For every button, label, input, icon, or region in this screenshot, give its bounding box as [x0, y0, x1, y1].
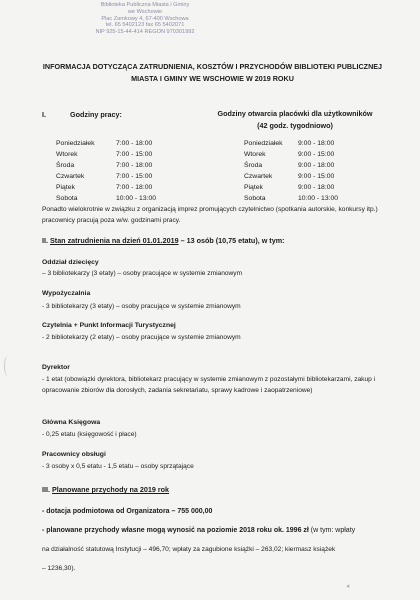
table-row	[244, 161, 378, 172]
time-cell: 10:00 - 13:00	[298, 194, 339, 202]
table-row	[244, 139, 378, 150]
time-cell: 9:00 - 18:00	[298, 140, 335, 147]
staffing-total: – 13 osób (10,75 etatu), w tym:	[178, 236, 285, 245]
day-cell: Czwartek	[56, 172, 85, 180]
group-line: - 2 bibliotekarzy (2 etaty) – osoby pracujące w systemie zmianowym	[42, 334, 241, 341]
time-cell: 10:00 - 13:00	[116, 194, 157, 202]
section-1-label: Godziny pracy:	[70, 110, 122, 119]
stamp-line-3: Plac Zamkowy 4, 67-400 Wschowa	[101, 15, 189, 22]
accountant-title: Główna Księgowa	[42, 419, 101, 426]
time-cell: 9:00 - 18:00	[298, 161, 335, 169]
time-cell: 9:00 - 18:00	[298, 183, 335, 191]
opening-hours-table	[244, 139, 378, 204]
table-row	[56, 194, 196, 205]
table-row	[244, 183, 378, 194]
page-mark: ✳	[346, 584, 351, 590]
own-revenue-breakdown-end: – 1236,30).	[42, 565, 76, 572]
group-title: Oddział dziecięcy	[42, 259, 99, 266]
table-row	[56, 161, 196, 172]
overtime-note: Ponadto wielokrotnie w związku z organizacją imprez promujących czytelnictwo (spotkania autorskie, konkursy itp.) pracownicy pracują poza w/w. godzinami pracy.	[42, 206, 378, 224]
group-title: Wypożyczalnia	[42, 290, 91, 297]
section-1-heading	[42, 110, 122, 119]
document-title: INFORMACJA DOTYCZĄCA ZATRUDNIENIA, KOSZTÓW I PRZYCHODÓW BIBLIOTEKI PUBLICZNEJ MIASTA I GMINY WE WSCHOWIE W 2019 ROKU	[42, 62, 383, 83]
director-block	[42, 362, 400, 397]
section-3-number: III.	[42, 485, 50, 494]
stamp-line-5: NIP 925-15-44-414 REGON 970301992	[95, 29, 195, 36]
section-3-heading	[42, 485, 169, 494]
director-text: - 1 etat (obowiązki dyrektora, bibliotekarz pracujący w systemie zmianowym z pozostałymi bibliotekarzami, zakup i opracowanie zbiorów dla dorosłych, zadania sekretariatu, sprawy kadrowe i zaopatrzeniowe)	[42, 375, 376, 394]
day-cell: Piątek	[56, 183, 75, 191]
time-cell: 9:00 - 15:00	[298, 172, 335, 180]
time-cell: 7:00 - 18:00	[116, 183, 153, 191]
table-row	[244, 194, 378, 205]
own-revenue-bold: - planowane przychody własne mogą wynosić na poziomie 2018 roku ok. 1996 zł	[42, 527, 309, 534]
day-cell: Środa	[56, 161, 75, 169]
day-cell: Poniedziałek	[244, 140, 283, 147]
time-cell: 7:00 - 15:00	[116, 172, 153, 180]
table-row	[56, 150, 196, 161]
table-row	[56, 139, 196, 150]
table-row	[244, 150, 378, 161]
day-cell: Sobota	[244, 194, 266, 202]
library-stamp	[70, 2, 220, 36]
staffing-date-heading: Stan zatrudnienia na dzień 01.01.2019	[50, 236, 179, 245]
group-line: – 3 bibliotekarzy (3 etaty) – osoby pracujące w systemie zmianowym	[42, 270, 243, 277]
table-row	[56, 172, 196, 183]
stamp-line-1: Biblioteka Publiczna Miasta i Gminy	[100, 2, 190, 8]
group-title: Czytelnia + Punkt Informacji Turystycznej	[42, 322, 176, 329]
scan-edge-mark	[4, 356, 11, 376]
section-2-heading	[42, 236, 284, 245]
stamp-line-4: tel. 65 5402123 fax 65 5402071	[105, 22, 185, 29]
table-row	[244, 172, 378, 183]
opening-hours-title: Godziny otwarcia placówki dla użytkowników	[217, 109, 373, 118]
director-title: Dyrektor	[42, 364, 70, 371]
planned-revenue-heading: Planowane przychody na 2019 rok	[52, 485, 170, 494]
own-revenue-breakdown: na działalność statutową Instytucji – 496,70; wpłaty za zagubione książki – 263,02; kiermasz książek	[42, 546, 336, 553]
time-cell: 7:00 - 15:00	[116, 150, 153, 158]
day-cell: Wtorek	[56, 150, 78, 158]
subsidy-line: - dotacja podmiotowa od Organizatora – 755 000,00	[42, 508, 213, 515]
section-2-number: II.	[42, 236, 48, 245]
time-cell: 7:00 - 18:00	[116, 140, 153, 147]
table-row	[56, 183, 196, 194]
group-line: - 3 bibliotekarzy (3 etaty) – osoby pracujące w systemie zmianowym	[42, 303, 241, 310]
day-cell: Wtorek	[244, 150, 266, 158]
service-staff-line: - 3 osoby x 0,5 etatu - 1,5 etatu – osoby sprzątające	[42, 463, 194, 470]
time-cell: 7:00 - 18:00	[116, 161, 153, 169]
day-cell: Czwartek	[244, 172, 273, 180]
stamp-line-2: we Wschowie	[127, 8, 163, 15]
opening-hours-subtitle: (42 godz. tygodniowo)	[257, 121, 333, 130]
day-cell: Poniedziałek	[56, 140, 95, 147]
own-revenue-rest: (w tym: wpłaty	[308, 527, 356, 534]
day-cell: Piątek	[244, 183, 263, 191]
time-cell: 9:00 - 15:00	[298, 150, 335, 158]
day-cell: Środa	[244, 161, 263, 169]
accountant-line: - 0,25 etatu (księgowość i płace)	[42, 431, 137, 438]
work-hours-table	[56, 139, 196, 204]
opening-hours-heading	[200, 108, 390, 132]
service-staff-title: Pracownicy obsługi	[42, 451, 106, 458]
section-1-number: I.	[42, 110, 46, 119]
own-revenue-line	[42, 527, 355, 534]
day-cell: Sobota	[56, 194, 78, 202]
